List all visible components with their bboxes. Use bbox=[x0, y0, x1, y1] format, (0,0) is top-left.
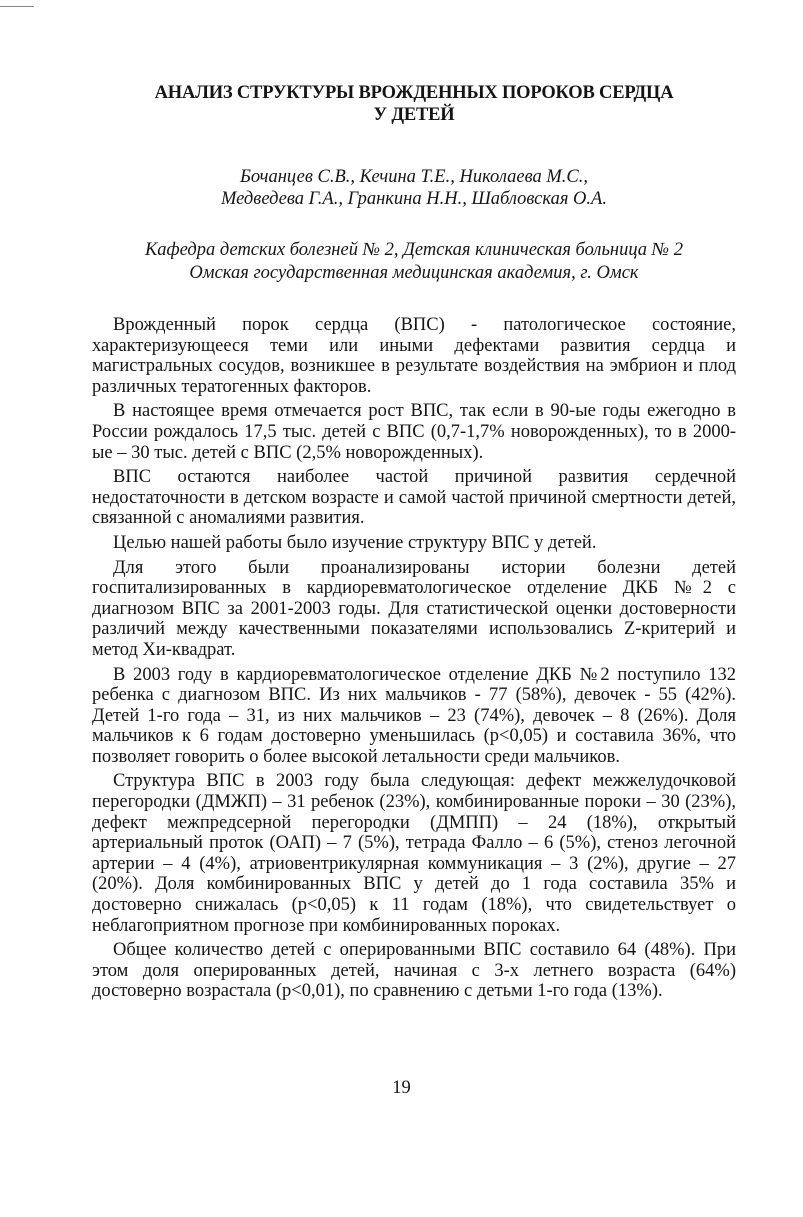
page-number: 19 bbox=[392, 1078, 411, 1098]
article-affiliation bbox=[92, 239, 736, 285]
paragraph-structure: Структура ВПС в 2003 году была следующая: дефект межжелудочковой перегородки (ДМЖП) – 31 ребенок (23%), комбинированные пороки – 30 (23%), дефект межпредсерной перегородки (ДМПП) – 24 (18%), открытый артериальный проток (ОАП) – 7 (5%), тетрада Фалло – 6 (5%), стеноз легочной артерии – 4 (4%), атриовентрикулярная коммуникация – 3 (2%), другие – 27 (20%). Доля комбинированных ВПС у детей до 1 года составила 35% и достоверно снижалась (p<0,05) к 11 годам (18%), что свидетельствует о неблагоприятном прогнозе при комбинированных пороках. bbox=[92, 771, 736, 936]
scan-edge-mark bbox=[0, 6, 34, 7]
paragraph-aim: Целью нашей работы было изучение структуру ВПС у детей. bbox=[113, 532, 597, 553]
paragraph-significance: ВПС остаются наиболее частой причиной развития сердечной недостаточности в детском возрасте и самой частой причиной смертности детей, связанной с аномалиями развития. bbox=[92, 467, 736, 529]
paragraph-prevalence: В настоящее время отмечается рост ВПС, так если в 90-ые годы ежегодно в России рождалось 17,5 тыс. детей с ВПС (0,7-1,7% новорожденных), то в 2000-ые – 30 тыс. детей с ВПС (2,5% новорожденных). bbox=[92, 401, 736, 463]
affiliation-line-2: Омская государственная медицинская академия, г. Омск bbox=[189, 263, 639, 283]
article bbox=[92, 82, 736, 1006]
paragraph-methods: Для этого были проанализированы истории болезни детей госпитализированных в кардиоревматологическое отделение ДКБ №2 с диагнозом ВПС за 2001-2003 годы. Для статистической оценки достоверности различий между качественными показателями использовались Z-критерий и метод Хи-квадрат. bbox=[92, 557, 736, 660]
article-body bbox=[92, 315, 736, 1002]
article-title-line-2: У ДЕТЕЙ bbox=[373, 105, 455, 125]
authors-line-1: Бочанцев С.В., Кечина Т.Е., Николаева М.С., bbox=[239, 167, 588, 187]
authors-line-2: Медведева Г.А., Гранкина Н.Н., Шабловская О.А. bbox=[221, 189, 607, 209]
article-authors bbox=[92, 166, 736, 210]
article-title bbox=[92, 82, 736, 126]
paragraph-patients: В 2003 году в кардиоревматологическое отделение ДКБ №2 поступило 132 ребенка с диагнозом ВПС. Из них мальчиков - 77 (58%), девочек - 55 (42%). Детей 1-го года – 31, из них мальчиков – 23 (74%), девочек – 8 (26%). Доля мальчиков к 6 годам достоверно уменьшилась (p<0,05) и составила 36%, что позволяет говорить о более высокой летальности среди мальчиков. bbox=[92, 664, 736, 767]
paragraph-definition: Врожденный порок сердца (ВПС) - патологическое состояние, характеризующееся теми или иными дефектами развития сердца и магистральных сосудов, возникшее в результате воздействия на эмбрион и плод различных тератогенных факторов. bbox=[92, 315, 736, 397]
article-title-line-1: АНАЛИЗ СТРУКТУРЫ ВРОЖДЕННЫХ ПОРОКОВ СЕРДЦА bbox=[154, 83, 674, 103]
affiliation-line-1: Кафедра детских болезней № 2, Детская клиническая больница № 2 bbox=[144, 240, 683, 260]
paragraph-surgery: Общее количество детей с оперированными ВПС составило 64 (48%). При этом доля оперированных детей, начиная с 3-х летнего возраста (64%) достоверно возрастала (p<0,01), по сравнению с детьми 1-го года (13%). bbox=[92, 940, 736, 1002]
